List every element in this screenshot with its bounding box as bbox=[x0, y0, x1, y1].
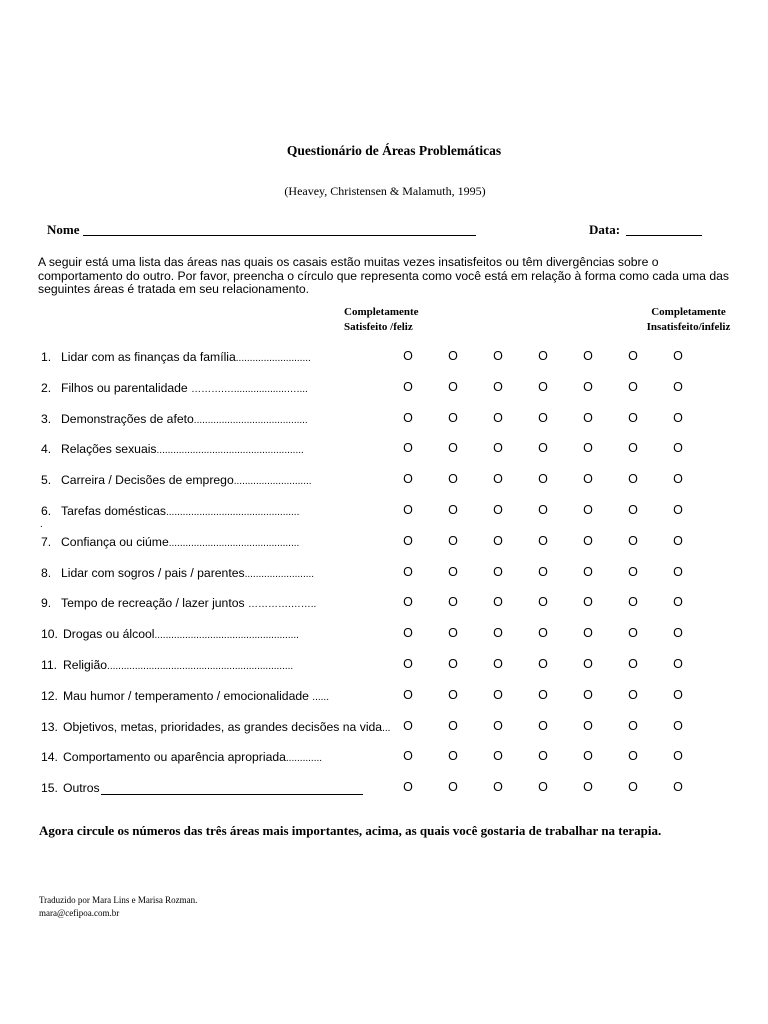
rating-option-7[interactable]: O bbox=[673, 718, 683, 733]
rating-option-2[interactable]: O bbox=[448, 657, 458, 671]
item-number: 8. bbox=[41, 565, 52, 580]
rating-option-6[interactable]: O bbox=[628, 503, 638, 517]
rating-option-7[interactable]: O bbox=[673, 780, 683, 795]
rating-option-2[interactable]: O bbox=[448, 564, 458, 579]
item-number: 12. bbox=[41, 688, 58, 703]
item-leader-dots: ... bbox=[382, 722, 391, 734]
rating-option-1[interactable]: O bbox=[403, 657, 413, 671]
rating-option-5[interactable]: O bbox=[583, 349, 593, 363]
credits bbox=[39, 894, 197, 920]
rating-option-7[interactable]: O bbox=[673, 410, 683, 425]
table-row bbox=[0, 689, 768, 709]
rating-option-2[interactable]: O bbox=[448, 595, 458, 610]
table-row bbox=[0, 566, 768, 586]
scale-header-dissatisfied-line2: Insatisfeito/infeliz bbox=[646, 321, 731, 333]
item-text: Carreira / Decisões de emprego bbox=[61, 473, 234, 488]
rating-option-5[interactable]: O bbox=[583, 564, 593, 579]
item-text: Comportamento ou aparência apropriada bbox=[63, 750, 286, 765]
rating-option-2[interactable]: O bbox=[448, 626, 458, 641]
table-row bbox=[0, 504, 768, 524]
rating-option-5[interactable]: O bbox=[583, 595, 593, 610]
item-leader-dots: ..................................................... bbox=[156, 445, 304, 457]
item-text: Filhos ou parentalidade bbox=[61, 380, 192, 395]
rating-option-2[interactable]: O bbox=[448, 749, 458, 764]
table-row bbox=[0, 750, 768, 770]
table-row bbox=[0, 596, 768, 616]
rating-option-3[interactable]: O bbox=[493, 687, 503, 702]
item-number: 6. bbox=[41, 504, 52, 518]
scale-header-satisfied-line2: Satisfeito /feliz bbox=[344, 321, 413, 333]
rating-option-2[interactable]: O bbox=[448, 718, 458, 733]
item-leader-dots: ............................................... bbox=[168, 537, 300, 549]
item-text: Demonstrações de afeto bbox=[61, 411, 194, 426]
rating-option-2[interactable]: O bbox=[448, 379, 458, 394]
table-row bbox=[0, 442, 768, 462]
item-text: Lidar com sogros / pais / parentes bbox=[61, 565, 245, 580]
rating-option-6[interactable]: O bbox=[628, 749, 638, 764]
table-row bbox=[0, 535, 768, 555]
item-text: Confiança ou ciúme bbox=[61, 534, 169, 549]
rating-option-4[interactable]: O bbox=[538, 749, 548, 764]
item-text: Lidar com as finanças da família bbox=[61, 350, 236, 364]
item-text: Outros bbox=[63, 781, 100, 796]
item-label bbox=[41, 566, 314, 580]
rating-option-1[interactable]: O bbox=[403, 503, 413, 517]
rating-option-2[interactable]: O bbox=[448, 780, 458, 795]
rating-option-1[interactable]: O bbox=[403, 410, 413, 425]
item-label bbox=[41, 627, 299, 641]
rating-option-6[interactable]: O bbox=[628, 595, 638, 610]
rating-option-6[interactable]: O bbox=[628, 472, 638, 487]
rating-option-5[interactable]: O bbox=[583, 780, 593, 795]
rating-option-5[interactable]: O bbox=[583, 657, 593, 671]
item-number: 11. bbox=[41, 658, 58, 672]
item-label bbox=[41, 381, 308, 395]
rating-option-3[interactable]: O bbox=[493, 410, 503, 425]
rating-option-3[interactable]: O bbox=[493, 533, 503, 548]
rating-option-6[interactable]: O bbox=[628, 657, 638, 671]
item-label bbox=[41, 596, 316, 610]
rating-option-4[interactable]: O bbox=[538, 718, 548, 733]
item-leader-dots: ......................... bbox=[244, 568, 315, 580]
rating-option-1[interactable]: O bbox=[403, 749, 413, 764]
rating-option-1[interactable]: O bbox=[403, 379, 413, 394]
document-title: Questionário de Áreas Problemáticas bbox=[286, 143, 502, 158]
item-leader-dots: ......................................... bbox=[193, 414, 308, 426]
item-label bbox=[41, 442, 304, 456]
rating-option-2[interactable]: O bbox=[448, 687, 458, 702]
contact-email: mara@cefipoa.com.br bbox=[39, 908, 120, 918]
rating-option-6[interactable]: O bbox=[628, 564, 638, 579]
item-leader-dots: ……….…...................….... bbox=[191, 383, 308, 395]
rating-option-7[interactable]: O bbox=[673, 687, 683, 702]
item-label bbox=[41, 658, 293, 672]
table-row bbox=[0, 381, 768, 401]
rating-option-1[interactable]: O bbox=[403, 349, 413, 363]
rating-option-5[interactable]: O bbox=[583, 472, 593, 487]
rating-option-4[interactable]: O bbox=[538, 533, 548, 548]
rating-option-1[interactable]: O bbox=[403, 718, 413, 733]
item-label bbox=[41, 720, 390, 734]
rating-option-6[interactable]: O bbox=[628, 626, 638, 641]
rating-option-1[interactable]: O bbox=[403, 780, 413, 795]
rating-option-7[interactable]: O bbox=[673, 657, 683, 671]
rating-option-3[interactable]: O bbox=[493, 626, 503, 641]
instructions-paragraph: A seguir está uma lista das áreas nas quais os casais estão muitas vezes insatisfeitos ou têm divergências sobre o comportamento do outro. Por favor, preencha o círculo que representa como você está em relação à forma como cada uma das seguintes áreas é tratada em seu relacionamento. bbox=[38, 255, 729, 296]
rating-option-3[interactable]: O bbox=[493, 441, 503, 456]
scale-header-dissatisfied bbox=[630, 305, 747, 335]
table-row bbox=[0, 473, 768, 493]
table-row bbox=[0, 412, 768, 432]
rating-option-4[interactable]: O bbox=[538, 410, 548, 425]
item-text: Drogas ou álcool bbox=[63, 627, 155, 642]
item-text: Mau humor / temperamento / emocionalidade bbox=[63, 688, 313, 703]
rating-option-7[interactable]: O bbox=[673, 749, 683, 764]
rating-option-2[interactable]: O bbox=[448, 533, 458, 548]
item-label bbox=[41, 750, 322, 764]
rating-option-1[interactable]: O bbox=[403, 595, 413, 610]
rating-option-6[interactable]: O bbox=[628, 349, 638, 363]
rating-option-4[interactable]: O bbox=[538, 780, 548, 795]
item-number: 13. bbox=[41, 719, 58, 734]
rating-option-5[interactable]: O bbox=[583, 749, 593, 764]
rating-option-5[interactable]: O bbox=[583, 410, 593, 425]
rating-option-5[interactable]: O bbox=[583, 626, 593, 641]
other-area-field[interactable] bbox=[101, 782, 363, 795]
rating-option-7[interactable]: O bbox=[673, 564, 683, 579]
item-leader-dots: ........................... bbox=[235, 353, 311, 364]
rating-option-2[interactable]: O bbox=[448, 472, 458, 487]
rating-option-3[interactable]: O bbox=[493, 503, 503, 517]
stray-mark: . bbox=[40, 519, 43, 530]
item-number: 3. bbox=[41, 411, 52, 426]
item-number: 14. bbox=[41, 750, 58, 765]
citation: (Heavey, Christensen & Malamuth, 1995) bbox=[284, 184, 486, 198]
item-label bbox=[41, 504, 299, 518]
item-label bbox=[41, 412, 308, 426]
item-leader-dots: ............................ bbox=[233, 476, 312, 488]
item-text: Tarefas domésticas bbox=[61, 504, 166, 518]
item-label bbox=[41, 473, 312, 487]
item-number: 15. bbox=[41, 781, 58, 796]
rating-option-7[interactable]: O bbox=[673, 441, 683, 456]
item-text: Relações sexuais bbox=[61, 442, 157, 457]
item-text: Objetivos, metas, prioridades, as grandes decisões na vida bbox=[63, 719, 383, 734]
rating-option-1[interactable]: O bbox=[403, 472, 413, 487]
rating-option-3[interactable]: O bbox=[493, 564, 503, 579]
rating-option-4[interactable]: O bbox=[538, 379, 548, 394]
rating-option-3[interactable]: O bbox=[493, 349, 503, 363]
item-label bbox=[41, 781, 363, 795]
rating-option-3[interactable]: O bbox=[493, 657, 503, 671]
item-number: 7. bbox=[41, 534, 52, 549]
scale-header-satisfied bbox=[344, 305, 430, 335]
rating-option-4[interactable]: O bbox=[538, 503, 548, 517]
rating-option-5[interactable]: O bbox=[583, 687, 593, 702]
name-label: Nome bbox=[47, 222, 80, 237]
rating-option-7[interactable]: O bbox=[673, 533, 683, 548]
rating-option-6[interactable]: O bbox=[628, 533, 638, 548]
rating-option-6[interactable]: O bbox=[628, 718, 638, 733]
rating-option-1[interactable]: O bbox=[403, 441, 413, 456]
rating-option-5[interactable]: O bbox=[583, 503, 593, 517]
rating-option-4[interactable]: O bbox=[538, 349, 548, 363]
item-leader-dots: ............. bbox=[285, 753, 323, 765]
rating-option-4[interactable]: O bbox=[538, 441, 548, 456]
table-row bbox=[0, 781, 768, 801]
closing-instruction: Agora circule os números das três áreas mais importantes, acima, as quais você gostaria de trabalhar na terapia. bbox=[39, 823, 662, 838]
rating-option-5[interactable]: O bbox=[583, 718, 593, 733]
item-number: 10. bbox=[41, 627, 58, 642]
rating-option-4[interactable]: O bbox=[538, 564, 548, 579]
rating-option-5[interactable]: O bbox=[583, 379, 593, 394]
rating-option-2[interactable]: O bbox=[448, 410, 458, 425]
rating-option-5[interactable]: O bbox=[583, 533, 593, 548]
table-row bbox=[0, 658, 768, 678]
rating-option-7[interactable]: O bbox=[673, 349, 683, 363]
rating-option-3[interactable]: O bbox=[493, 472, 503, 487]
item-leader-dots: ................................................ bbox=[166, 507, 300, 518]
rating-option-7[interactable]: O bbox=[673, 472, 683, 487]
table-row bbox=[0, 720, 768, 740]
date-field[interactable] bbox=[626, 235, 702, 236]
rating-option-6[interactable]: O bbox=[628, 441, 638, 456]
item-text: Religião bbox=[63, 658, 108, 672]
item-number: 2. bbox=[41, 380, 52, 395]
date-label: Data: bbox=[589, 222, 621, 237]
table-row bbox=[0, 350, 768, 370]
rating-option-1[interactable]: O bbox=[403, 626, 413, 641]
rating-option-2[interactable]: O bbox=[448, 349, 458, 363]
rating-option-4[interactable]: O bbox=[538, 595, 548, 610]
item-number: 1. bbox=[41, 350, 52, 364]
translator-credit: Traduzido por Mara Lins e Marisa Rozman. bbox=[39, 895, 198, 905]
rating-option-3[interactable]: O bbox=[493, 595, 503, 610]
rating-option-4[interactable]: O bbox=[538, 687, 548, 702]
rating-option-3[interactable]: O bbox=[493, 379, 503, 394]
item-label bbox=[41, 689, 329, 703]
rating-option-1[interactable]: O bbox=[403, 687, 413, 702]
rating-option-2[interactable]: O bbox=[448, 441, 458, 456]
item-leader-dots: ………….…….. bbox=[247, 599, 317, 611]
item-label bbox=[41, 350, 311, 364]
rating-option-7[interactable]: O bbox=[673, 503, 683, 517]
rating-option-6[interactable]: O bbox=[628, 780, 638, 795]
rating-option-4[interactable]: O bbox=[538, 657, 548, 671]
rating-option-5[interactable]: O bbox=[583, 441, 593, 456]
item-number: 9. bbox=[41, 596, 52, 611]
item-number: 5. bbox=[41, 473, 52, 488]
rating-option-6[interactable]: O bbox=[628, 410, 638, 425]
rating-option-4[interactable]: O bbox=[538, 626, 548, 641]
rating-option-3[interactable]: O bbox=[493, 780, 503, 795]
rating-option-2[interactable]: O bbox=[448, 503, 458, 517]
scale-header-satisfied-line1: Completamente bbox=[344, 306, 419, 318]
scale-header-dissatisfied-line1: Completamente bbox=[651, 306, 726, 318]
rating-option-6[interactable]: O bbox=[628, 687, 638, 702]
rating-option-1[interactable]: O bbox=[403, 564, 413, 579]
rating-option-4[interactable]: O bbox=[538, 472, 548, 487]
table-row bbox=[0, 627, 768, 647]
rating-option-6[interactable]: O bbox=[628, 379, 638, 394]
item-leader-dots: ................................................................... bbox=[107, 661, 294, 672]
rating-option-7[interactable]: O bbox=[673, 626, 683, 641]
item-leader-dots: ...... bbox=[312, 691, 329, 703]
rating-option-1[interactable]: O bbox=[403, 533, 413, 548]
item-leader-dots: .................................................... bbox=[154, 630, 299, 642]
item-number: 4. bbox=[41, 442, 52, 457]
rating-option-3[interactable]: O bbox=[493, 749, 503, 764]
rating-option-7[interactable]: O bbox=[673, 379, 683, 394]
item-label bbox=[41, 535, 299, 549]
name-field[interactable] bbox=[83, 235, 476, 236]
rating-option-3[interactable]: O bbox=[493, 718, 503, 733]
item-text: Tempo de recreação / lazer juntos bbox=[61, 596, 248, 611]
rating-option-7[interactable]: O bbox=[673, 595, 683, 610]
